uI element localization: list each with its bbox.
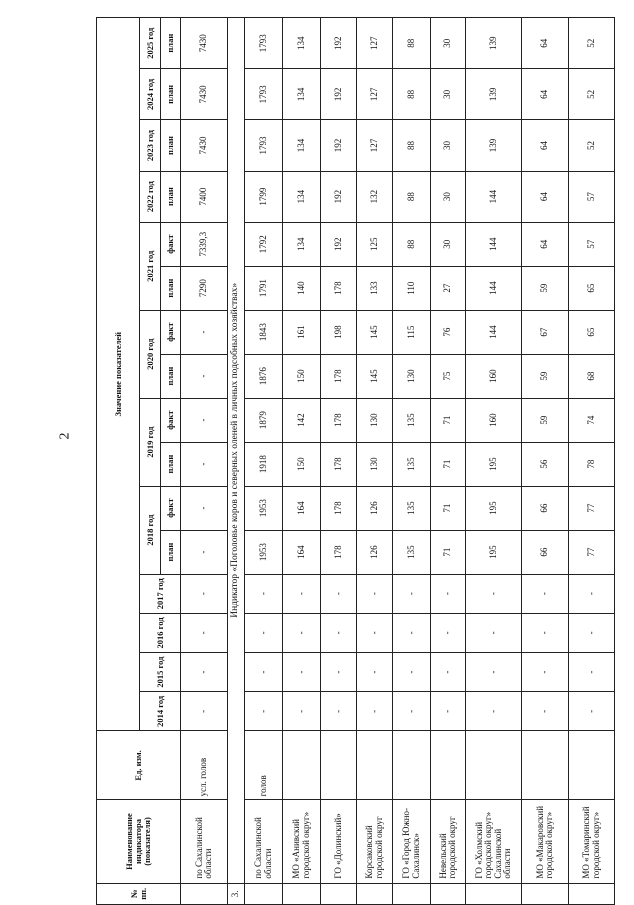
header-plan: план xyxy=(161,120,181,171)
value-cell: 192 xyxy=(321,222,357,266)
value-cell: 133 xyxy=(357,266,393,310)
row-unit: голов xyxy=(245,731,283,800)
value-cell: 52 xyxy=(569,120,615,171)
value-cell: 115 xyxy=(393,310,431,354)
row-unit xyxy=(321,731,357,800)
value-cell: - xyxy=(393,692,431,731)
row-no xyxy=(569,883,615,904)
row-unit xyxy=(431,731,466,800)
value-cell: 195 xyxy=(466,486,522,530)
row-no xyxy=(321,883,357,904)
value-cell: 126 xyxy=(357,530,393,574)
value-cell: 7290 xyxy=(181,266,228,310)
value-cell: 130 xyxy=(393,354,431,398)
value-cell: 130 xyxy=(357,442,393,486)
value-cell: 134 xyxy=(283,171,321,222)
header-row xyxy=(97,18,140,905)
value-cell: 192 xyxy=(321,120,357,171)
table-row xyxy=(321,18,357,905)
header-fact: факт xyxy=(161,486,181,530)
value-cell: - xyxy=(357,613,393,652)
page-number: 2 xyxy=(57,432,73,440)
value-cell: 127 xyxy=(357,18,393,69)
value-cell: - xyxy=(283,574,321,613)
header-year: 2023 год xyxy=(140,120,161,171)
header-plan: план xyxy=(161,18,181,69)
value-cell: - xyxy=(181,574,228,613)
value-cell: 77 xyxy=(569,486,615,530)
value-cell: - xyxy=(321,613,357,652)
value-cell: 59 xyxy=(522,266,569,310)
header-plan: план xyxy=(161,442,181,486)
table-header xyxy=(97,18,181,905)
value-cell: - xyxy=(522,613,569,652)
value-cell: 71 xyxy=(431,442,466,486)
value-cell: 7339,3 xyxy=(181,222,228,266)
value-cell: 178 xyxy=(321,442,357,486)
value-cell: 1791 xyxy=(245,266,283,310)
value-cell: - xyxy=(181,398,228,442)
value-cell: 142 xyxy=(283,398,321,442)
value-cell: 88 xyxy=(393,120,431,171)
value-cell: 160 xyxy=(466,398,522,442)
value-cell: 132 xyxy=(357,171,393,222)
row-no xyxy=(283,883,321,904)
value-cell: 57 xyxy=(569,222,615,266)
value-cell: 192 xyxy=(321,69,357,120)
table-row xyxy=(466,18,522,905)
row-no xyxy=(357,883,393,904)
value-cell: 64 xyxy=(522,18,569,69)
value-cell: 126 xyxy=(357,486,393,530)
header-fact: факт xyxy=(161,398,181,442)
value-cell: 139 xyxy=(466,69,522,120)
value-cell: 1793 xyxy=(245,120,283,171)
value-cell: - xyxy=(393,574,431,613)
value-cell: 1918 xyxy=(245,442,283,486)
row-unit xyxy=(569,731,615,800)
value-cell: 144 xyxy=(466,222,522,266)
header-year: 2019 год xyxy=(140,398,161,486)
value-cell: 64 xyxy=(522,171,569,222)
header-unit: Ед. изм. xyxy=(97,731,181,800)
value-cell: - xyxy=(245,613,283,652)
header-year: 2022 год xyxy=(140,171,161,222)
value-cell: 57 xyxy=(569,171,615,222)
value-cell: 59 xyxy=(522,398,569,442)
table-row xyxy=(181,18,228,905)
row-unit xyxy=(393,731,431,800)
table-row xyxy=(357,18,393,905)
value-cell: 66 xyxy=(522,486,569,530)
header-year: 2018 год xyxy=(140,486,161,574)
header-no: № пп. xyxy=(97,883,181,904)
value-cell: 88 xyxy=(393,69,431,120)
value-cell: - xyxy=(393,613,431,652)
value-cell: - xyxy=(181,530,228,574)
value-cell: 1843 xyxy=(245,310,283,354)
value-cell: 30 xyxy=(431,120,466,171)
value-cell: - xyxy=(245,653,283,692)
section-title: Индикатор «Поголовье коров и северных оленей в личных подсобных хозяйствах» xyxy=(228,18,245,884)
value-cell: 134 xyxy=(283,69,321,120)
value-cell: 30 xyxy=(431,171,466,222)
value-cell: 130 xyxy=(357,398,393,442)
value-cell: - xyxy=(522,574,569,613)
header-plan: план xyxy=(161,69,181,120)
value-cell: 178 xyxy=(321,486,357,530)
value-cell: 127 xyxy=(357,69,393,120)
value-cell: - xyxy=(357,692,393,731)
rotated-table-area xyxy=(96,17,615,905)
value-cell: 1876 xyxy=(245,354,283,398)
row-no xyxy=(245,883,283,904)
value-cell: 145 xyxy=(357,354,393,398)
value-cell: 144 xyxy=(466,171,522,222)
value-cell: 78 xyxy=(569,442,615,486)
value-cell: - xyxy=(181,653,228,692)
value-cell: - xyxy=(569,574,615,613)
value-cell: 7430 xyxy=(181,18,228,69)
header-name: Наименование индикатора (показателя) xyxy=(97,800,181,883)
value-cell: 134 xyxy=(283,222,321,266)
value-cell: - xyxy=(245,692,283,731)
header-year: 2024 год xyxy=(140,69,161,120)
row-no xyxy=(393,883,431,904)
value-cell: 64 xyxy=(522,222,569,266)
value-cell: - xyxy=(321,692,357,731)
value-cell: - xyxy=(321,653,357,692)
value-cell: 64 xyxy=(522,120,569,171)
value-cell: 88 xyxy=(393,222,431,266)
value-cell: - xyxy=(522,692,569,731)
table-row xyxy=(569,18,615,905)
value-cell: 134 xyxy=(283,120,321,171)
row-unit xyxy=(357,731,393,800)
value-cell: 1793 xyxy=(245,18,283,69)
value-cell: 7430 xyxy=(181,69,228,120)
value-cell: - xyxy=(181,310,228,354)
value-cell: 76 xyxy=(431,310,466,354)
section-row xyxy=(228,18,245,905)
value-cell: - xyxy=(569,692,615,731)
value-cell: 125 xyxy=(357,222,393,266)
value-cell: 1953 xyxy=(245,486,283,530)
header-year: 2025 год xyxy=(140,18,161,69)
value-cell: 52 xyxy=(569,69,615,120)
value-cell: 67 xyxy=(522,310,569,354)
value-cell: - xyxy=(283,613,321,652)
header-year: 2015 год xyxy=(140,653,181,692)
row-unit: усл. голов xyxy=(181,731,228,800)
value-cell: 74 xyxy=(569,398,615,442)
value-cell: - xyxy=(283,692,321,731)
value-cell: 178 xyxy=(321,354,357,398)
row-name: по Сахалинской области xyxy=(245,800,283,883)
row-no xyxy=(522,883,569,904)
value-cell: - xyxy=(181,613,228,652)
value-cell: - xyxy=(357,574,393,613)
value-cell: 134 xyxy=(283,18,321,69)
value-cell: 1879 xyxy=(245,398,283,442)
value-cell: 150 xyxy=(283,442,321,486)
value-cell: 30 xyxy=(431,18,466,69)
table-row xyxy=(522,18,569,905)
value-cell: 7400 xyxy=(181,171,228,222)
value-cell: - xyxy=(181,442,228,486)
header-fact: факт xyxy=(161,222,181,266)
row-name: ГО «Город Южно-Сахалинск» xyxy=(393,800,431,883)
row-name: ГО «Долинский» xyxy=(321,800,357,883)
table-row xyxy=(393,18,431,905)
value-cell: 71 xyxy=(431,530,466,574)
value-cell: - xyxy=(357,653,393,692)
value-cell: 56 xyxy=(522,442,569,486)
value-cell: - xyxy=(431,613,466,652)
value-cell: - xyxy=(466,653,522,692)
value-cell: - xyxy=(431,574,466,613)
value-cell: 7430 xyxy=(181,120,228,171)
table-row xyxy=(245,18,283,905)
row-no xyxy=(466,883,522,904)
value-cell: 195 xyxy=(466,442,522,486)
table-row xyxy=(431,18,466,905)
header-fact: факт xyxy=(161,310,181,354)
header-values-group: Значение показателей xyxy=(97,18,140,731)
value-cell: 88 xyxy=(393,171,431,222)
value-cell: - xyxy=(569,613,615,652)
row-name: Корсаковский городской округ xyxy=(357,800,393,883)
value-cell: 192 xyxy=(321,18,357,69)
value-cell: 52 xyxy=(569,18,615,69)
value-cell: 164 xyxy=(283,486,321,530)
value-cell: 160 xyxy=(466,354,522,398)
header-plan: план xyxy=(161,530,181,574)
value-cell: - xyxy=(522,653,569,692)
value-cell: 64 xyxy=(522,69,569,120)
value-cell: 71 xyxy=(431,398,466,442)
value-cell: - xyxy=(466,574,522,613)
value-cell: 1799 xyxy=(245,171,283,222)
value-cell: 66 xyxy=(522,530,569,574)
value-cell: 198 xyxy=(321,310,357,354)
row-name: по Сахалинской области xyxy=(181,800,228,883)
value-cell: 161 xyxy=(283,310,321,354)
header-year: 2016 год xyxy=(140,613,181,652)
row-no xyxy=(431,883,466,904)
row-unit xyxy=(522,731,569,800)
value-cell: 59 xyxy=(522,354,569,398)
value-cell: 144 xyxy=(466,310,522,354)
value-cell: 164 xyxy=(283,530,321,574)
value-cell: 144 xyxy=(466,266,522,310)
row-name: МО «Томаринский городской округ» xyxy=(569,800,615,883)
header-year: 2021 год xyxy=(140,222,161,310)
value-cell: 135 xyxy=(393,486,431,530)
value-cell: 135 xyxy=(393,398,431,442)
value-cell: 140 xyxy=(283,266,321,310)
row-name: ГО «Холмский городской округ» Сахалинской области xyxy=(466,800,522,883)
header-year: 2020 год xyxy=(140,310,161,398)
value-cell: 65 xyxy=(569,266,615,310)
value-cell: 77 xyxy=(569,530,615,574)
section-no: 3. xyxy=(228,883,245,904)
row-name: МО «Анивский городской округ» xyxy=(283,800,321,883)
value-cell: 30 xyxy=(431,222,466,266)
value-cell: 139 xyxy=(466,18,522,69)
value-cell: 110 xyxy=(393,266,431,310)
value-cell: - xyxy=(181,692,228,731)
value-cell: - xyxy=(321,574,357,613)
value-cell: - xyxy=(466,613,522,652)
value-cell: 75 xyxy=(431,354,466,398)
value-cell: - xyxy=(431,692,466,731)
value-cell: 88 xyxy=(393,18,431,69)
value-cell: - xyxy=(569,653,615,692)
value-cell: 71 xyxy=(431,486,466,530)
value-cell: 178 xyxy=(321,530,357,574)
row-name: МО «Макаровский городской округ» xyxy=(522,800,569,883)
value-cell: 139 xyxy=(466,120,522,171)
header-year: 2017 год xyxy=(140,574,181,613)
row-name: Невельский городской округ xyxy=(431,800,466,883)
value-cell: 1792 xyxy=(245,222,283,266)
value-cell: - xyxy=(431,653,466,692)
table-body xyxy=(181,18,615,905)
row-no xyxy=(181,883,228,904)
value-cell: 65 xyxy=(569,310,615,354)
value-cell: - xyxy=(393,653,431,692)
value-cell: - xyxy=(181,354,228,398)
value-cell: 127 xyxy=(357,120,393,171)
value-cell: 68 xyxy=(569,354,615,398)
header-plan: план xyxy=(161,171,181,222)
header-plan: план xyxy=(161,354,181,398)
rotated-table-container xyxy=(96,17,615,905)
value-cell: - xyxy=(245,574,283,613)
header-plan: план xyxy=(161,266,181,310)
row-unit xyxy=(466,731,522,800)
value-cell: 145 xyxy=(357,310,393,354)
value-cell: 135 xyxy=(393,442,431,486)
value-cell: 178 xyxy=(321,398,357,442)
row-unit xyxy=(283,731,321,800)
value-cell: 178 xyxy=(321,266,357,310)
value-cell: 1793 xyxy=(245,69,283,120)
header-year: 2014 год xyxy=(140,692,181,731)
value-cell: 150 xyxy=(283,354,321,398)
value-cell: 30 xyxy=(431,69,466,120)
value-cell: 1953 xyxy=(245,530,283,574)
value-cell: - xyxy=(283,653,321,692)
value-cell: 27 xyxy=(431,266,466,310)
value-cell: - xyxy=(466,692,522,731)
value-cell: - xyxy=(181,486,228,530)
value-cell: 195 xyxy=(466,530,522,574)
indicator-table xyxy=(96,17,615,905)
value-cell: 192 xyxy=(321,171,357,222)
value-cell: 135 xyxy=(393,530,431,574)
table-row xyxy=(283,18,321,905)
